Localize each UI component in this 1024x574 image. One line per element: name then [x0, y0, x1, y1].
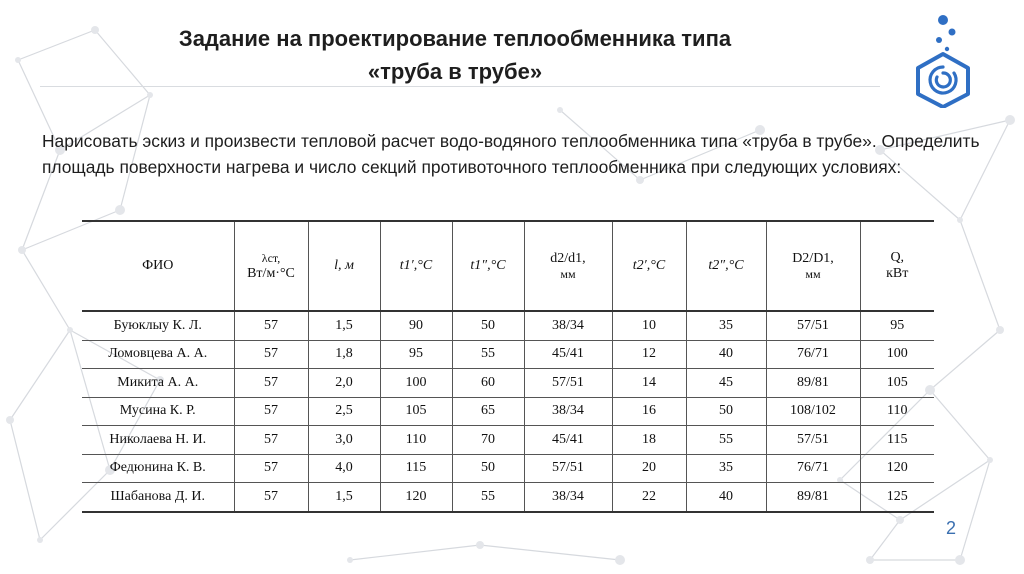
t2-out-cell: 35: [686, 311, 766, 340]
t1-out-cell: 55: [452, 483, 524, 512]
header-t1-in: [380, 221, 452, 311]
header-t2-out-label: t2″,°С: [708, 258, 744, 273]
t1-in-cell: 115: [380, 454, 452, 483]
network-node: [37, 537, 43, 543]
title-divider: [40, 86, 880, 87]
length-cell: 1,5: [308, 483, 380, 512]
table-row: [82, 454, 934, 483]
t1-in-cell: 90: [380, 311, 452, 340]
network-link: [870, 520, 900, 560]
t1-out-cell: 65: [452, 397, 524, 426]
header-t2-in-label: t2′,°С: [632, 258, 666, 273]
outer-diameter-cell: 89/81: [766, 483, 860, 512]
t2-out-cell: 50: [686, 397, 766, 426]
heat-load-cell: 95: [860, 311, 934, 340]
network-node: [996, 326, 1004, 334]
header-t1-in-label: t1′,°С: [399, 258, 433, 273]
table-row: [82, 397, 934, 426]
heat-load-cell: 110: [860, 397, 934, 426]
title-line-2: «труба в трубе»: [367, 59, 543, 84]
network-node: [896, 516, 904, 524]
t2-in-cell: 16: [612, 397, 686, 426]
student-name-cell: Ломовцева А. А.: [82, 340, 234, 369]
header-lambda-unit: Вт/м·°С: [247, 265, 295, 281]
inner-diameter-cell: 38/34: [524, 397, 612, 426]
header-fio-label: ФИО: [142, 258, 174, 273]
network-node: [1005, 115, 1015, 125]
network-node: [147, 92, 153, 98]
t1-in-cell: 110: [380, 426, 452, 455]
lambda-cell: 57: [234, 454, 308, 483]
outer-diameter-cell: 89/81: [766, 369, 860, 398]
length-cell: 2,5: [308, 397, 380, 426]
heat-load-cell: 105: [860, 369, 934, 398]
network-node: [115, 205, 125, 215]
lambda-cell: 57: [234, 483, 308, 512]
inner-diameter-cell: 57/51: [524, 454, 612, 483]
t1-out-cell: 60: [452, 369, 524, 398]
table-row: [82, 340, 934, 369]
inner-diameter-cell: 45/41: [524, 340, 612, 369]
t1-out-cell: 50: [452, 311, 524, 340]
page-number: 2: [946, 518, 957, 538]
t2-in-cell: 14: [612, 369, 686, 398]
header-inner-diameter-unit: мм: [560, 266, 576, 281]
header-heat-load-label: Q,: [890, 250, 905, 265]
lambda-cell: 57: [234, 426, 308, 455]
network-node: [987, 457, 993, 463]
task-description: Нарисовать эскиз и произвести тепловой расчет водо-водяного теплообменника типа «труба в трубе». Определить площадь поверхности нагрева и число секций противоточного теплообменника при следующих условиях:: [42, 131, 980, 177]
network-node: [615, 555, 625, 565]
network-link: [930, 390, 990, 460]
t1-out-cell: 55: [452, 340, 524, 369]
header-lambda: [234, 221, 308, 311]
t2-out-cell: 35: [686, 454, 766, 483]
header-fio: [82, 221, 234, 311]
t1-out-cell: 50: [452, 454, 524, 483]
lambda-cell: 57: [234, 311, 308, 340]
header-inner-diameter: [524, 221, 612, 311]
table-row: [82, 483, 934, 512]
heat-load-cell: 120: [860, 454, 934, 483]
t2-in-cell: 12: [612, 340, 686, 369]
network-node: [557, 107, 563, 113]
header-lambda-symbol: λст,: [261, 250, 281, 265]
header-heat-load-unit: кВт: [886, 266, 909, 281]
lambda-cell: 57: [234, 340, 308, 369]
network-node: [957, 217, 963, 223]
header-length: [308, 221, 380, 311]
network-link: [10, 420, 40, 540]
network-node: [476, 541, 484, 549]
network-link: [22, 250, 70, 330]
t2-in-cell: 22: [612, 483, 686, 512]
outer-diameter-cell: 57/51: [766, 426, 860, 455]
network-node: [955, 555, 965, 565]
header-outer-diameter-unit: мм: [805, 266, 821, 281]
header-heat-load: [860, 221, 934, 311]
t2-out-cell: 45: [686, 369, 766, 398]
t2-in-cell: 20: [612, 454, 686, 483]
table-header-row: [82, 221, 934, 311]
heat-load-cell: 125: [860, 483, 934, 512]
heat-load-cell: 100: [860, 340, 934, 369]
table-row: [82, 311, 934, 340]
t1-in-cell: 95: [380, 340, 452, 369]
network-link: [10, 330, 70, 420]
network-link: [350, 545, 480, 560]
student-name-cell: Федюнина К. В.: [82, 454, 234, 483]
length-cell: 1,8: [308, 340, 380, 369]
header-outer-diameter: [766, 221, 860, 311]
network-node: [67, 327, 73, 333]
slide-title: [60, 22, 850, 88]
table-row: [82, 426, 934, 455]
student-name-cell: Мусина К. Р.: [82, 397, 234, 426]
header-t2-in: [612, 221, 686, 311]
task-table: [82, 220, 934, 513]
network-link: [960, 460, 990, 560]
network-link: [930, 330, 1000, 390]
heat-load-cell: 115: [860, 426, 934, 455]
student-name-cell: Буюклыу К. Л.: [82, 311, 234, 340]
outer-diameter-cell: 76/71: [766, 454, 860, 483]
t2-in-cell: 18: [612, 426, 686, 455]
network-node: [866, 556, 874, 564]
table-row: [82, 369, 934, 398]
header-t2-out: [686, 221, 766, 311]
length-cell: 3,0: [308, 426, 380, 455]
student-name-cell: Николаева Н. И.: [82, 426, 234, 455]
outer-diameter-cell: 57/51: [766, 311, 860, 340]
student-name-cell: Шабанова Д. И.: [82, 483, 234, 512]
network-link: [480, 545, 620, 560]
inner-diameter-cell: 38/34: [524, 311, 612, 340]
t1-in-cell: 105: [380, 397, 452, 426]
inner-diameter-cell: 45/41: [524, 426, 612, 455]
network-node: [347, 557, 353, 563]
header-t1-out-label: t1″,°С: [470, 258, 506, 273]
network-node: [6, 416, 14, 424]
header-t1-out: [452, 221, 524, 311]
outer-diameter-cell: 108/102: [766, 397, 860, 426]
t1-out-cell: 70: [452, 426, 524, 455]
t2-out-cell: 40: [686, 483, 766, 512]
network-link: [960, 220, 1000, 330]
header-length-label: l, м: [334, 258, 354, 273]
header-outer-diameter-label: D2/D1,: [792, 250, 834, 266]
t2-in-cell: 10: [612, 311, 686, 340]
hexagon-flask-logo-icon: [912, 12, 974, 108]
header-inner-diameter-label: d2/d1,: [550, 250, 586, 266]
inner-diameter-cell: 57/51: [524, 369, 612, 398]
t2-out-cell: 55: [686, 426, 766, 455]
outer-diameter-cell: 76/71: [766, 340, 860, 369]
t2-out-cell: 40: [686, 340, 766, 369]
student-name-cell: Микита А. А.: [82, 369, 234, 398]
t1-in-cell: 120: [380, 483, 452, 512]
network-node: [15, 57, 21, 63]
network-node: [18, 246, 26, 254]
lambda-cell: 57: [234, 397, 308, 426]
lambda-cell: 57: [234, 369, 308, 398]
length-cell: 2,0: [308, 369, 380, 398]
title-line-1: Задание на проектирование теплообменника типа: [178, 26, 732, 51]
length-cell: 1,5: [308, 311, 380, 340]
inner-diameter-cell: 38/34: [524, 483, 612, 512]
length-cell: 4,0: [308, 454, 380, 483]
t1-in-cell: 100: [380, 369, 452, 398]
